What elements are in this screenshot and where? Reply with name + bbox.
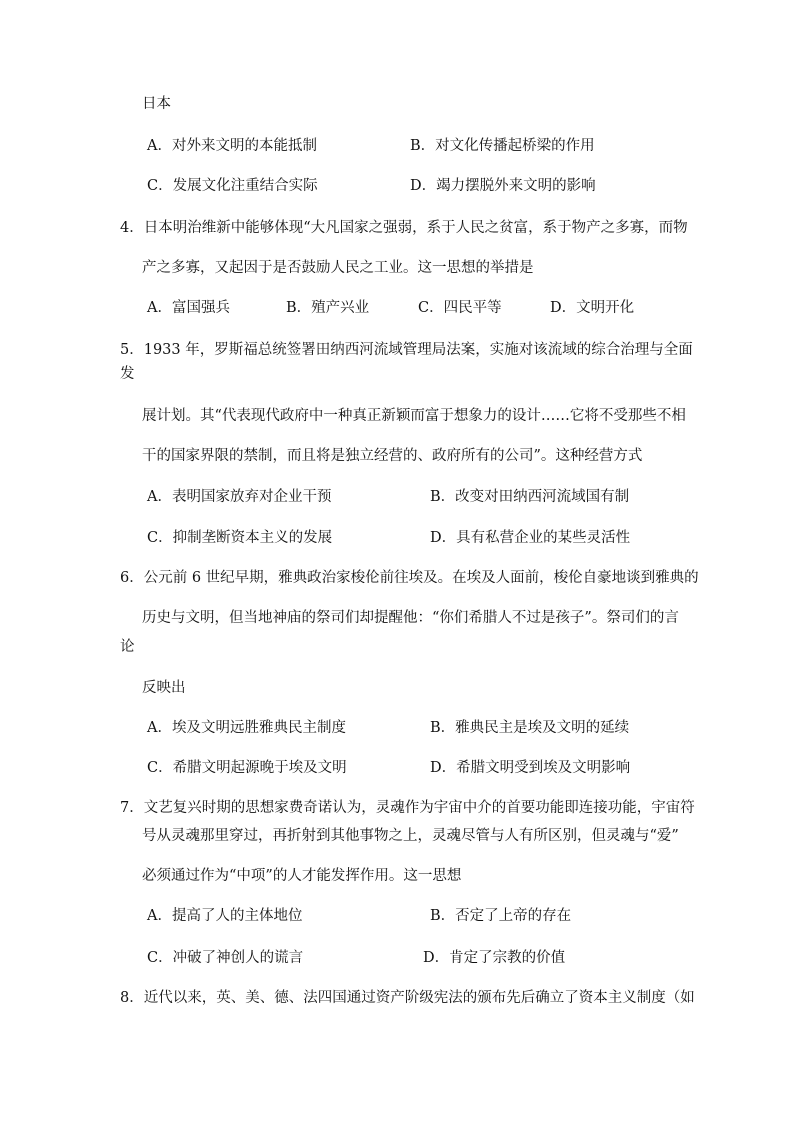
text-line: 历史与文明，但当地神庙的祭司们却提醒他：“你们希腊人不过是孩子”。祭司们的言: [142, 610, 679, 626]
text-line: 干的国家界限的禁制，而且将是独立经营的、政府所有的公司”。这种经营方式: [142, 448, 643, 464]
option-a: A．对外来文明的本能抵制: [147, 138, 317, 154]
option-d: D．竭力摆脱外来文明的影响: [410, 178, 596, 194]
text-line: 号从灵魂那里穿过，再折射到其他事物之上，灵魂尽管与人有所区别，但灵魂与“爱”: [142, 828, 679, 844]
question-4: 4．日本明治维新中能够体现“大凡国家之强弱，系于人民之贫富，系于物产之多寡，而物: [120, 220, 688, 236]
option-a: A．提高了人的主体地位: [147, 908, 303, 924]
question-8: 8．近代以来，英、美、德、法四国通过资产阶级宪法的颁布先后确立了资本主义制度（如: [120, 990, 695, 1006]
text-line: 日本: [142, 96, 171, 112]
text-line: 论: [120, 639, 135, 655]
option-d: D．文明开化: [550, 300, 635, 316]
text-line: 反映出: [142, 680, 186, 696]
option-c: C．四民平等: [418, 300, 502, 316]
text-line: 发: [120, 366, 135, 382]
option-c: C．抑制垄断资本主义的发展: [147, 530, 333, 546]
text-line: 必须通过作为“中项”的人才能发挥作用。这一思想: [142, 868, 462, 884]
option-b: B．改变对田纳西河流域国有制: [430, 489, 630, 505]
option-a: A．富国强兵: [147, 300, 230, 316]
option-b: B．雅典民主是埃及文明的延续: [430, 720, 630, 736]
option-b: B．殖产兴业: [286, 300, 370, 316]
text-line: 产之多寡，又起因于是否鼓励人民之工业。这一思想的举措是: [142, 260, 534, 276]
option-c: C．希腊文明起源晚于埃及文明: [147, 760, 347, 776]
option-a: A．埃及文明远胜雅典民主制度: [147, 720, 346, 736]
question-7: 7．文艺复兴时期的思想家费奇诺认为，灵魂作为宇宙中介的首要功能即连接功能，宇宙符: [120, 800, 695, 816]
option-b: B．对文化传播起桥梁的作用: [410, 138, 595, 154]
question-6: 6．公元前 6 世纪早期，雅典政治家梭伦前往埃及。在埃及人面前，梭伦自豪地谈到雅典的: [120, 570, 699, 586]
option-a: A．表明国家放弃对企业干预: [147, 489, 332, 505]
text-line: 展计划。其“代表现代政府中一种真正新颖而富于想象力的设计……它将不受那些不相: [142, 408, 686, 424]
option-b: B．否定了上帝的存在: [430, 908, 572, 924]
question-5: 5．1933 年，罗斯福总统签署田纳西河流域管理局法案，实施对该流域的综合治理与全面: [120, 342, 693, 358]
option-d: D．具有私营企业的某些灵活性: [430, 530, 631, 546]
option-c: C．冲破了神创人的谎言: [147, 950, 304, 966]
option-c: C．发展文化注重结合实际: [147, 178, 318, 194]
option-d: D．肯定了宗教的价值: [423, 950, 566, 966]
option-d: D．希腊文明受到埃及文明影响: [430, 760, 631, 776]
